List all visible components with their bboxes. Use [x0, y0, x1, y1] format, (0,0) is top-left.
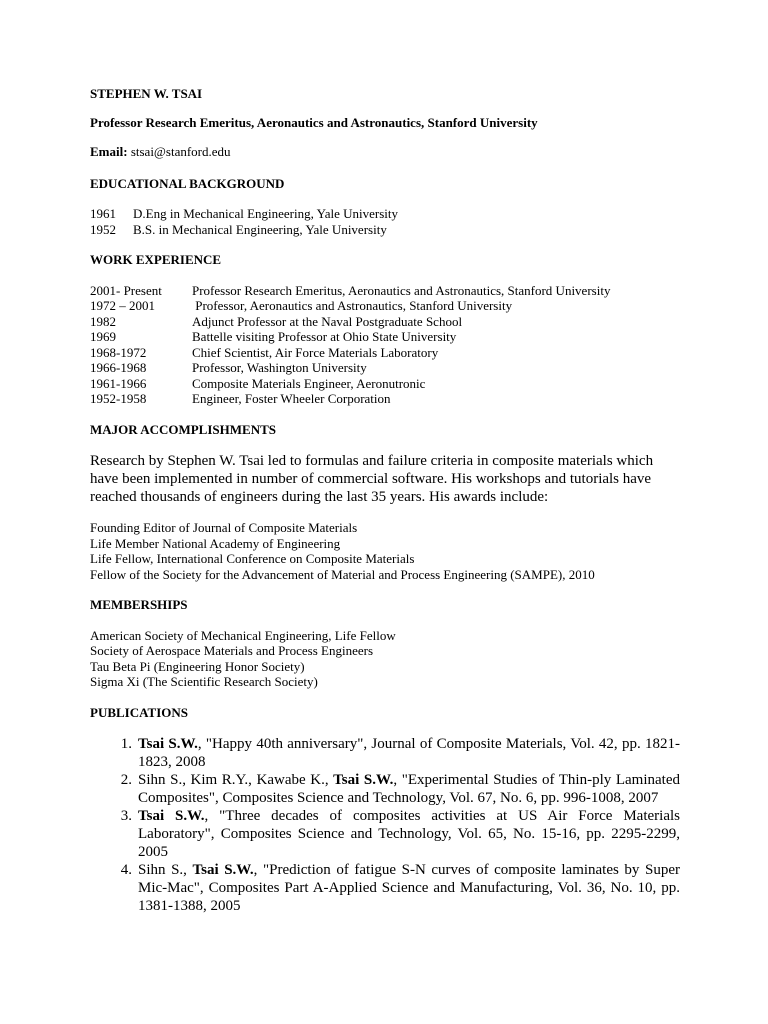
education-year: 1952	[90, 221, 116, 237]
publication-citation	[138, 771, 680, 807]
work-position: Professor Research Emeritus, Aeronautics and Astronautics, Stanford University	[192, 282, 611, 298]
membership-item: Tau Beta Pi (Engineering Honor Society)	[90, 658, 305, 674]
education-year: 1961	[90, 206, 116, 221]
work-item	[90, 329, 680, 345]
award-item: Founding Editor of Journal of Composite Materials	[90, 520, 358, 535]
work-item	[90, 314, 680, 330]
publication-item	[90, 861, 680, 915]
work-position: Professor, Aeronautics and Astronautics, Stanford University	[192, 298, 513, 313]
memberships-heading: MEMBERSHIPS	[90, 597, 188, 612]
award-item: Life Fellow, International Conference on Composite Materials	[90, 551, 415, 566]
membership-item: American Society of Mechanical Engineering, Life Fellow	[90, 627, 396, 643]
person-title: Professor Research Emeritus, Aeronautics and Astronautics, Stanford University	[90, 114, 538, 130]
citation-author-highlight: Tsai S.W.	[192, 862, 254, 878]
membership-item: Sigma Xi (The Scientific Research Society)	[90, 674, 318, 689]
publication-item	[90, 735, 680, 771]
education-item	[90, 206, 680, 222]
email-line	[90, 144, 680, 160]
work-years: 1969	[90, 329, 116, 344]
publication-number: 1.	[120, 736, 132, 752]
education-item	[90, 222, 680, 238]
publication-citation	[138, 807, 680, 861]
work-item	[90, 391, 680, 407]
publications-list	[90, 735, 680, 915]
publication-item	[90, 771, 680, 807]
citation-author-highlight: Tsai S.W.	[333, 772, 394, 788]
publication-citation	[138, 861, 680, 915]
work-years: 1968-1972	[90, 344, 147, 360]
citation-authors: Sihn S.,	[138, 862, 193, 878]
person-name: STEPHEN W. TSAI	[90, 86, 203, 101]
accomplishments-paragraph: Research by Stephen W. Tsai led to formulas and failure criteria in composite materials which have been implemented in number of commercial software. His workshops and tutorials have reached thousands of engineers during the last 35 years. His awards include:	[90, 453, 654, 505]
work-item	[90, 376, 680, 392]
citation-details: , "Happy 40th anniversary", Journal of Composite Materials, Vol. 42, pp. 1821-1823, 2008	[138, 736, 680, 770]
cv-content	[90, 86, 680, 915]
memberships-list	[90, 628, 680, 690]
awards-list	[90, 520, 680, 582]
work-position: Chief Scientist, Air Force Materials Laboratory	[192, 344, 439, 360]
email-label: Email:	[90, 144, 128, 159]
citation-details: , "Experimental Studies of Thin-ply Laminated Composites", Composites Science and Technology, Vol. 67, No. 6, pp. 996-1008, 2007	[138, 772, 680, 806]
work-years: 2001- Present	[90, 282, 162, 298]
work-years: 1972 – 2001	[90, 298, 155, 313]
publication-number: 2.	[120, 772, 132, 788]
membership-item: Society of Aerospace Materials and Process Engineers	[90, 643, 374, 658]
work-item	[90, 345, 680, 361]
citation-details: , "Three decades of composites activities at US Air Force Materials Laboratory", Composites Science and Technology, Vol. 65, No. 15-16, pp. 2295-2299, 2005	[138, 808, 680, 860]
citation-author-highlight: Tsai S.W.	[138, 808, 205, 824]
work-item	[90, 283, 680, 299]
citation-author-highlight: Tsai S.W.	[138, 736, 198, 752]
work-years: 1961-1966	[90, 375, 147, 391]
publication-citation	[138, 735, 680, 771]
work-heading: WORK EXPERIENCE	[90, 252, 222, 267]
work-position: Adjunct Professor at the Naval Postgraduate School	[192, 313, 463, 329]
publication-item	[90, 807, 680, 861]
publication-number: 3.	[120, 808, 132, 824]
citation-authors: Sihn S., Kim R.Y., Kawabe K.,	[138, 772, 334, 788]
work-item	[90, 360, 680, 376]
education-list	[90, 206, 680, 237]
work-position: Composite Materials Engineer, Aeronutronic	[192, 375, 426, 391]
work-position: Professor, Washington University	[192, 360, 367, 375]
email-address: stsai@stanford.edu	[130, 144, 231, 159]
work-years: 1982	[90, 313, 116, 329]
work-item	[90, 298, 680, 314]
education-heading: EDUCATIONAL BACKGROUND	[90, 175, 285, 191]
citation-details: , "Prediction of fatigue S-N curves of composite laminates by Super Mic-Mac", Composites Part A-Applied Science and Manufacturing, Vol. 36, No. 10, pp. 1381-1388, 2005	[138, 862, 680, 914]
education-degree: B.S. in Mechanical Engineering, Yale University	[133, 221, 387, 237]
publication-number: 4.	[120, 862, 132, 878]
work-years: 1952-1958	[90, 391, 147, 406]
work-position: Battelle visiting Professor at Ohio State University	[192, 329, 457, 344]
work-position: Engineer, Foster Wheeler Corporation	[192, 391, 391, 406]
award-item: Life Member National Academy of Engineering	[90, 535, 341, 551]
publications-heading: PUBLICATIONS	[90, 704, 189, 720]
work-years: 1966-1968	[90, 360, 147, 375]
accomplishments-heading: MAJOR ACCOMPLISHMENTS	[90, 421, 276, 437]
work-list	[90, 283, 680, 407]
award-item: Fellow of the Society for the Advancement of Material and Process Engineering (SAMPE), 2010	[90, 566, 595, 582]
education-degree: D.Eng in Mechanical Engineering, Yale University	[133, 206, 398, 221]
